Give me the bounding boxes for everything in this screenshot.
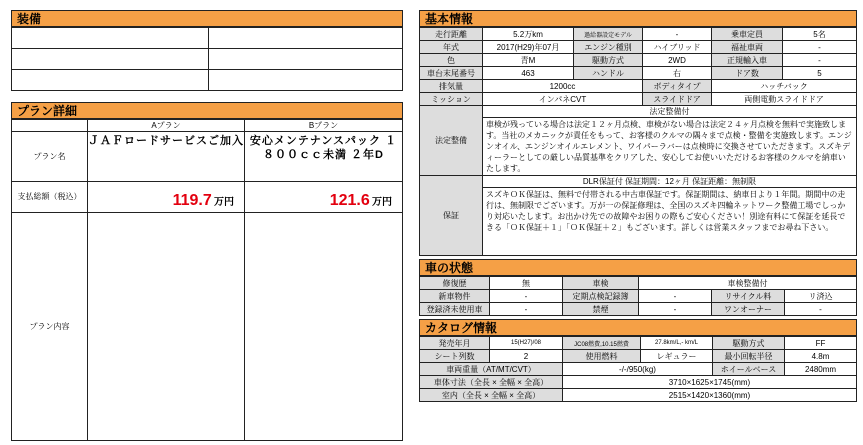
mileage-label: 走行距離: [420, 28, 483, 41]
maintenance-label: 法定整備: [420, 106, 483, 176]
mileage-value: 5.2万km: [483, 28, 574, 41]
maintenance-text: 車検が残っている場合は法定１２ヶ月点検、車検がない場合は法定２４ヶ月点検を無料で実施致します。当社のメカニックが責任をもって、お客様のクルマの隅々まで点検・整備を実施致します。エンジンオイル、エンジンオイルエレメント、ワイパーラバーは点検時に交換させていただきます。スズキディーラーとしての厳しい品質基準をクリアした、安心してお使いいただけるお客様のクルマを納車いたします。: [483, 118, 857, 176]
warranty-head: DLR保証付 保証期間：12ヶ月 保証距離：無制限: [483, 176, 857, 188]
fuel-label: 使用燃料: [563, 350, 641, 363]
chassis-value: 463: [483, 67, 574, 80]
drive-value: 2WD: [643, 54, 712, 67]
engine-type-value: ハイブリッド: [643, 41, 712, 54]
new-car-label: 新車物件: [420, 290, 490, 303]
basic-info-header: 基本情報: [419, 10, 857, 27]
equipment-header: 装備: [11, 10, 403, 27]
welfare-label: 福祉車両: [712, 41, 783, 54]
displacement-label: 排気量: [420, 80, 483, 93]
handle-label: ハンドル: [574, 67, 643, 80]
catalog-header: カタログ情報: [419, 319, 857, 336]
body-size-label: 車体寸法（全長 × 全幅 × 全高）: [420, 376, 563, 389]
chassis-label: 車台末尾番号: [420, 67, 483, 80]
catalog-table: [419, 336, 857, 402]
plan-price-label: 支払総額（税込）: [12, 182, 88, 213]
record-book-value: -: [639, 290, 712, 303]
release-value: 15(H27)/08: [490, 337, 563, 350]
plan-b-price-unit: 万円: [372, 197, 392, 208]
plan-a-price-cell: [88, 182, 245, 213]
plan-b-heading: Bプラン: [245, 120, 403, 132]
plan-a-name: ＪＡＦロードサービスご加入: [88, 132, 245, 182]
release-label: 発売年月: [420, 337, 490, 350]
displacement-value: 1200cc: [483, 80, 643, 93]
equipment-cell: [209, 70, 403, 91]
one-owner-value: -: [785, 303, 857, 316]
repair-history-label: 修復歴: [420, 277, 490, 290]
plan-name-label: プラン名: [12, 132, 88, 182]
warranty-label: 保証: [420, 176, 483, 256]
drive-label: 駆動方式: [574, 54, 643, 67]
repair-history-value: 無: [490, 277, 563, 290]
plan-a-price-unit: 万円: [214, 197, 234, 208]
weight-label: 車両重量（AT/MT/CVT）: [420, 363, 563, 376]
equipment-cell: [12, 49, 209, 70]
handle-value: 右: [643, 67, 712, 80]
engine-type-label: エンジン種別: [574, 41, 643, 54]
plan-corner: [12, 120, 88, 132]
left-panel: [11, 10, 403, 441]
body-type-label: ボディタイプ: [643, 80, 712, 93]
catalog-drive-label: 駆動方式: [713, 337, 785, 350]
seat-rows-value: 2: [490, 350, 563, 363]
non-smoking-label: 禁煙: [563, 303, 639, 316]
condition-header: 車の状態: [419, 259, 857, 276]
doors-label: ドア数: [712, 67, 783, 80]
turning-radius-value: 4.8m: [785, 350, 857, 363]
turning-radius-label: 最小回転半径: [713, 350, 785, 363]
plan-a-price: 119.7: [172, 192, 212, 209]
recycle-value: リ済込: [785, 290, 857, 303]
wheelbase-label: ホイールベース: [713, 363, 785, 376]
turbo-value: -: [643, 28, 712, 41]
new-car-value: -: [490, 290, 563, 303]
seat-rows-label: シート列数: [420, 350, 490, 363]
inspection-value: 車検整備付: [639, 277, 857, 290]
plan-b-price-cell: [245, 182, 403, 213]
inspection-label: 車検: [563, 277, 639, 290]
slide-door-value: 両側電動スライドドア: [712, 93, 857, 106]
plan-a-content: [88, 213, 245, 441]
plan-b-content: [245, 213, 403, 441]
plan-table: [11, 119, 403, 441]
unused-label: 登録済未使用車: [420, 303, 490, 316]
warranty-text: スズキＯＫ保証は、無料で付帯される中古車保証です。保証期間は、納車日より１年間。期間中の走行は、無制限でございます。万が一の保証修理は、全国のスズキ四輪ネットワーク整備工場でしっかり対応いたします。お出かけ先での故障やお困りの際もご安心ください！別途有料にて保証を延長できる「ＯＫ保証＋１」「ＯＫ保証＋２」もございます。詳しくは営業スタッフまでお尋ね下さい。: [483, 188, 857, 256]
turbo-label: 過給器設定モデル: [574, 28, 643, 41]
equipment-cell: [209, 28, 403, 49]
plan-content-label: プラン内容: [12, 213, 88, 441]
basic-info-table: [419, 27, 857, 256]
color-label: 色: [420, 54, 483, 67]
plan-b-name: 安心メンテナンスパック １８００ｃｃ未満 ２年D: [245, 132, 403, 182]
color-value: 青M: [483, 54, 574, 67]
import-label: 正規輸入車: [712, 54, 783, 67]
recycle-label: リサイクル料: [712, 290, 785, 303]
transmission-value: インパネCVT: [483, 93, 643, 106]
plan-a-heading: Aプラン: [88, 120, 245, 132]
plan-header: プラン詳細: [11, 102, 403, 119]
maintenance-head: 法定整備付: [483, 106, 857, 118]
year-value: 2017(H29)年07月: [483, 41, 574, 54]
condition-table: [419, 276, 857, 316]
fuel-value: レギュラー: [641, 350, 713, 363]
unused-value: -: [490, 303, 563, 316]
transmission-label: ミッション: [420, 93, 483, 106]
equipment-cell: [12, 70, 209, 91]
slide-door-label: スライドドア: [643, 93, 712, 106]
non-smoking-value: -: [639, 303, 712, 316]
catalog-drive-value: FF: [785, 337, 857, 350]
interior-size-value: 2515×1420×1360(mm): [563, 389, 857, 402]
record-book-label: 定期点検記録簿: [563, 290, 639, 303]
body-size-value: 3710×1625×1745(mm): [563, 376, 857, 389]
weight-value: -/-/950(kg): [563, 363, 713, 376]
doors-value: 5: [783, 67, 857, 80]
equipment-table: [11, 27, 403, 91]
capacity-label: 乗車定員: [712, 28, 783, 41]
equipment-cell: [209, 49, 403, 70]
body-type-value: ハッチバック: [712, 80, 857, 93]
year-label: 年式: [420, 41, 483, 54]
import-value: -: [783, 54, 857, 67]
right-panel: [419, 10, 857, 402]
capacity-value: 5名: [783, 28, 857, 41]
welfare-value: -: [783, 41, 857, 54]
one-owner-label: ワンオーナー: [712, 303, 785, 316]
wheelbase-value: 2480mm: [785, 363, 857, 376]
interior-size-label: 室内（全長 × 全幅 × 全高）: [420, 389, 563, 402]
plan-b-price: 121.6: [329, 192, 370, 209]
fuel-economy-value: 27.8km/L,- km/L: [641, 337, 713, 350]
equipment-cell: [12, 28, 209, 49]
fuel-economy-label: JC08燃費,10.15燃費: [563, 337, 641, 350]
